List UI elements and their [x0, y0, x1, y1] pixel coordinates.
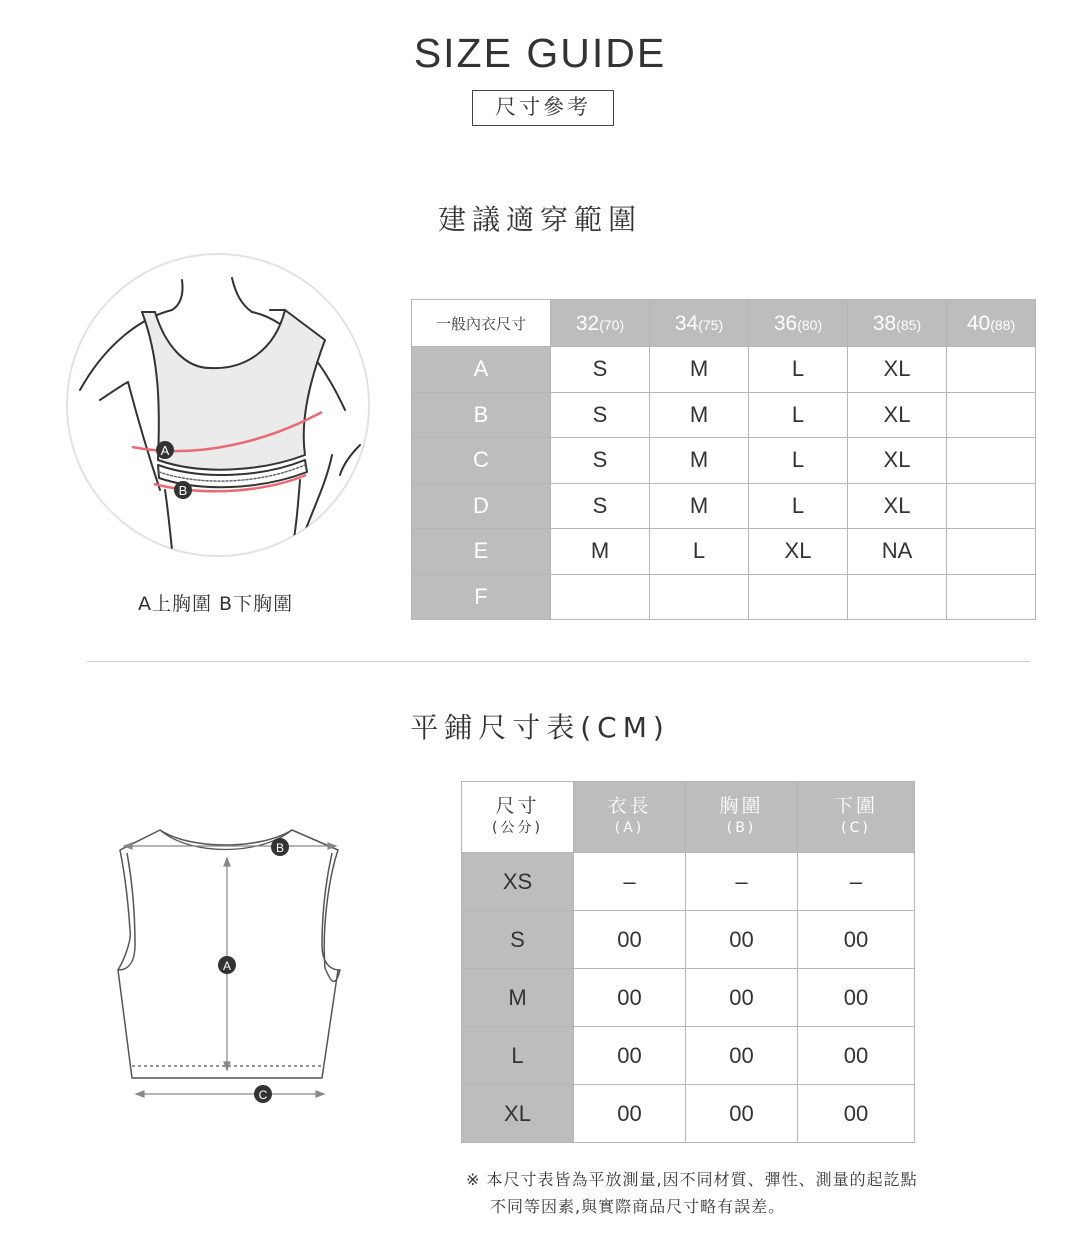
table-row [462, 853, 915, 911]
bra-illustration [60, 250, 380, 560]
table-cell: L [749, 347, 848, 393]
size-label: XL [462, 1085, 574, 1143]
table-cell: 00 [798, 969, 915, 1027]
table-cell: M [650, 392, 749, 438]
table-header-row [462, 782, 915, 853]
table-cell: 00 [798, 911, 915, 969]
size-label: L [462, 1027, 574, 1085]
marker-a-icon [218, 956, 236, 974]
hem-header: 下圍 (C) [798, 782, 915, 853]
flat-size-table [461, 781, 915, 1143]
fit-range-heading: 建議適穿範圍 [437, 203, 642, 236]
band-header-34: 34(75) [650, 300, 749, 347]
marker-c-icon [254, 1085, 272, 1103]
length-header: 衣長 (A) [574, 782, 686, 853]
hem-measure-arrow [136, 1091, 324, 1097]
cup-label: C [412, 438, 551, 484]
table-cell: S [551, 483, 650, 529]
marker-b-icon [174, 481, 192, 499]
table-cell: 00 [686, 911, 798, 969]
table-cell [947, 347, 1036, 393]
table-row [462, 911, 915, 969]
cup-label: F [412, 574, 551, 620]
size-label: M [462, 969, 574, 1027]
table-cell: 00 [686, 969, 798, 1027]
table-cell: M [650, 483, 749, 529]
table-cell: – [798, 853, 915, 911]
table-cell: M [650, 438, 749, 484]
chest-header: 胸圍 (B) [686, 782, 798, 853]
table-cell: S [551, 438, 650, 484]
band-header-40: 40(88) [947, 300, 1036, 347]
table-cell: 00 [574, 969, 686, 1027]
garment-illustration [110, 820, 350, 1120]
table-cell [947, 574, 1036, 620]
table-cell [947, 438, 1036, 484]
table-cell: S [551, 347, 650, 393]
note-line-2: 不同等因素,與實際商品尺寸略有誤差。 [490, 1197, 786, 1216]
svg-text:C: C [258, 1088, 268, 1102]
band-header-38: 38(85) [848, 300, 947, 347]
table-cell: XL [848, 392, 947, 438]
svg-text:B: B [275, 841, 285, 855]
cup-label: A [412, 347, 551, 393]
table-cell: 00 [686, 1085, 798, 1143]
page-title: SIZE GUIDE [413, 30, 667, 76]
table-cell: XL [848, 347, 947, 393]
fit-range-table [411, 299, 1036, 620]
table-cell [650, 574, 749, 620]
table-header-row [412, 300, 1036, 347]
cup-label: B [412, 392, 551, 438]
svg-text:A: A [222, 959, 232, 973]
table-cell: L [650, 529, 749, 575]
table-row [412, 483, 1036, 529]
flat-size-heading: 平鋪尺寸表(CM) [410, 711, 670, 744]
table-corner-label: 尺寸 (公分) [462, 782, 574, 853]
table-cell: NA [848, 529, 947, 575]
table-row [462, 969, 915, 1027]
page-subtitle: 尺寸參考 [472, 90, 614, 126]
table-row [462, 1085, 915, 1143]
table-cell: M [650, 347, 749, 393]
size-label: XS [462, 853, 574, 911]
band-header-32: 32(70) [551, 300, 650, 347]
table-cell: 00 [686, 1027, 798, 1085]
table-cell: 00 [798, 1027, 915, 1085]
size-label: S [462, 911, 574, 969]
table-row [462, 1027, 915, 1085]
marker-b-icon [271, 838, 289, 856]
table-cell: – [686, 853, 798, 911]
table-cell: XL [848, 483, 947, 529]
marker-a-icon [156, 441, 174, 459]
table-cell: S [551, 392, 650, 438]
table-cell: 00 [574, 1027, 686, 1085]
table-cell: XL [749, 529, 848, 575]
table-row [412, 529, 1036, 575]
illustration-caption: A上胸圍 B下胸圍 [138, 593, 294, 615]
note-line-1: ※ 本尺寸表皆為平放測量,因不同材質、彈性、測量的起訖點 [466, 1170, 918, 1189]
table-cell [947, 392, 1036, 438]
table-cell [749, 574, 848, 620]
svg-text:A: A [160, 443, 170, 458]
svg-text:B: B [178, 483, 188, 498]
section-divider [87, 661, 1030, 662]
cup-label: D [412, 483, 551, 529]
table-cell: XL [848, 438, 947, 484]
cup-label: E [412, 529, 551, 575]
table-cell: – [574, 853, 686, 911]
band-header-36: 36(80) [749, 300, 848, 347]
table-cell: 00 [798, 1085, 915, 1143]
table-cell [947, 483, 1036, 529]
table-cell [551, 574, 650, 620]
table-row [412, 574, 1036, 620]
table-cell: L [749, 392, 848, 438]
table-cell: L [749, 438, 848, 484]
table-cell: 00 [574, 911, 686, 969]
table-cell: M [551, 529, 650, 575]
table-cell [848, 574, 947, 620]
table-row [412, 438, 1036, 484]
chest-measure-arrow [124, 843, 336, 849]
measurement-note [466, 1166, 918, 1220]
table-cell [947, 529, 1036, 575]
table-row [412, 347, 1036, 393]
table-row [412, 392, 1036, 438]
table-corner-label: 一般內衣尺寸 [412, 300, 551, 347]
table-cell: 00 [574, 1085, 686, 1143]
table-cell: L [749, 483, 848, 529]
